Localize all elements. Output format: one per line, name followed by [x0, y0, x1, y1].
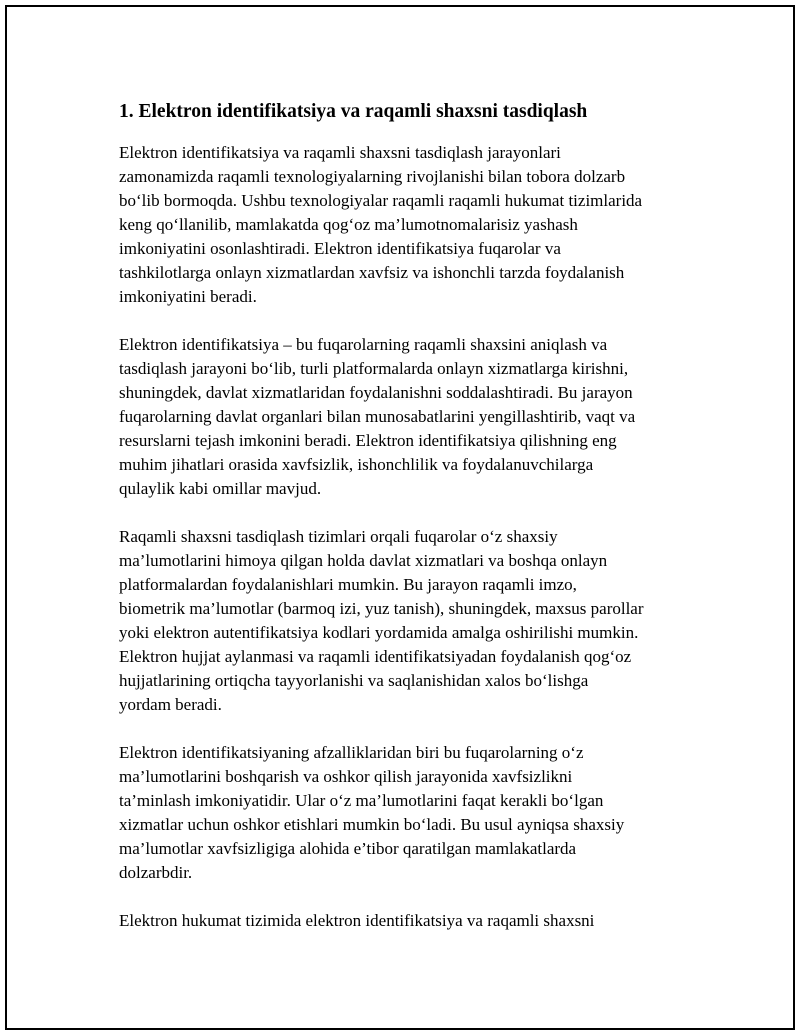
text-line: tasdiqlash jarayoni bo‘lib, turli platformalarda onlayn xizmatlarga kirishni, [119, 359, 629, 378]
text-line: tashkilotlarga onlayn xizmatlardan xavfsiz va ishonchli tarzda foydalanish [119, 263, 625, 282]
text-line: ma’lumotlarini himoya qilgan holda davlat xizmatlari va boshqa onlayn [119, 551, 608, 570]
text-line: Elektron identifikatsiyaning afzalliklaridan biri bu fuqarolarning o‘z [119, 743, 584, 762]
text-line: ta’minlash imkoniyatidir. Ular o‘z ma’lumotlarini faqat kerakli bo‘lgan [119, 791, 604, 810]
paragraph [119, 525, 699, 717]
text-line: Elektron identifikatsiya – bu fuqarolarning raqamli shaxsini aniqlash va [119, 335, 608, 354]
text-line: Elektron hujjat aylanmasi va raqamli identifikatsiyadan foydalanish qog‘oz [119, 647, 632, 666]
text-line: ma’lumotlarini boshqarish va oshkor qilish jarayonida xavfsizlikni [119, 767, 573, 786]
text-line: yoki elektron autentifikatsiya kodlari yordamida amalga oshirilishi mumkin. [119, 623, 639, 642]
section-heading: 1. Elektron identifikatsiya va raqamli shaxsni tasdiqlash [119, 101, 588, 122]
text-line: imkoniyatini beradi. [119, 287, 257, 306]
paragraph [119, 741, 699, 885]
text-line: zamonamizda raqamli texnologiyalarning rivojlanishi bilan tobora dolzarb [119, 167, 626, 186]
text-line: resurslarni tejash imkonini beradi. Elektron identifikatsiya qilishning eng [119, 431, 617, 450]
text-line: xizmatlar uchun oshkor etishlari mumkin bo‘ladi. Bu usul ayniqsa shaxsiy [119, 815, 625, 834]
paragraph-list [119, 141, 699, 933]
text-line: Elektron hukumat tizimida elektron identifikatsiya va raqamli shaxsni [119, 911, 595, 930]
text-line: Raqamli shaxsni tasdiqlash tizimlari orqali fuqarolar o‘z shaxsiy [119, 527, 558, 546]
text-line: muhim jihatlari orasida xavfsizlik, ishonchlilik va foydalanuvchilarga [119, 455, 594, 474]
text-line: shuningdek, davlat xizmatlaridan foydalanishni soddalashtiradi. Bu jarayon [119, 383, 633, 402]
text-line: fuqarolarning davlat organlari bilan munosabatlarini yengillashtirib, vaqt va [119, 407, 636, 426]
text-line: hujjatlarining ortiqcha tayyorlanishi va saqlanishidan xalos bo‘lishga [119, 671, 589, 690]
document-page [5, 5, 795, 1030]
text-line: qulaylik kabi omillar mavjud. [119, 479, 322, 498]
paragraph [119, 909, 699, 933]
document-body [119, 97, 699, 933]
text-line: keng qo‘llanilib, mamlakatda qog‘oz ma’lumotnomalarisiz yashash [119, 215, 578, 234]
paragraph [119, 141, 699, 309]
text-line: Elektron identifikatsiya va raqamli shaxsni tasdiqlash jarayonlari [119, 143, 561, 162]
text-line: bo‘lib bormoqda. Ushbu texnologiyalar raqamli raqamli hukumat tizimlarida [119, 191, 643, 210]
text-line: imkoniyatini osonlashtiradi. Elektron identifikatsiya fuqarolar va [119, 239, 561, 258]
text-line: platformalardan foydalanishlari mumkin. Bu jarayon raqamli imzo, [119, 575, 577, 594]
paragraph [119, 333, 699, 501]
text-line: ma’lumotlar xavfsizligiga alohida e’tibor qaratilgan mamlakatlarda [119, 839, 577, 858]
text-line: yordam beradi. [119, 695, 222, 714]
text-line: dolzarbdir. [119, 863, 193, 882]
text-line: biometrik ma’lumotlar (barmoq izi, yuz tanish), shuningdek, maxsus parollar [119, 599, 644, 618]
